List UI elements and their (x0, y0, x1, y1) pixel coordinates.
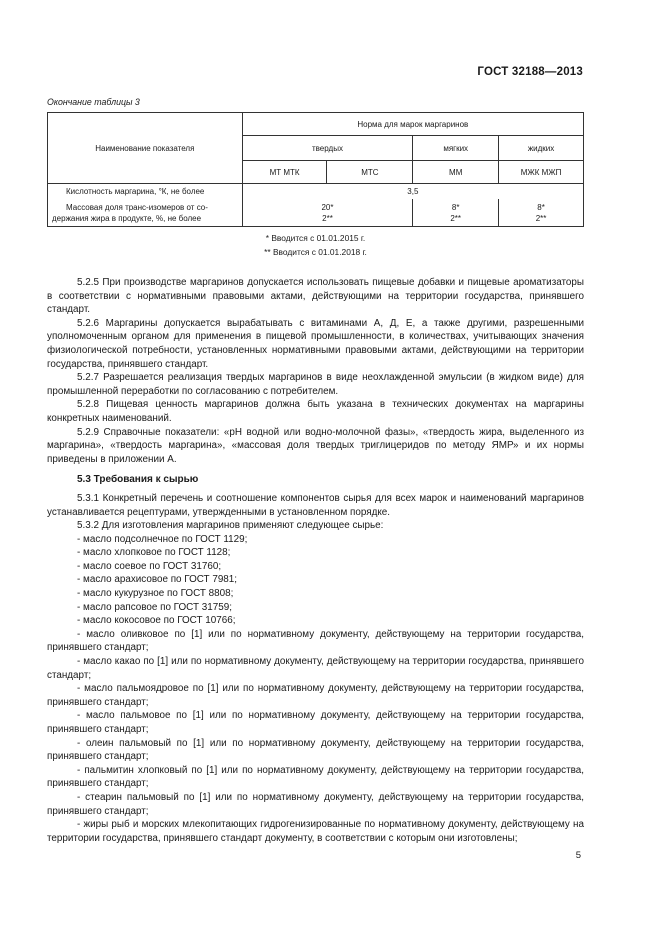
raw-item: - стеарин пальмовый по [1] или по нормативному документу, действующему на территории государства, принявшего стандарт; (47, 791, 584, 817)
row-trans-label-line2: держания жира в продукте, %, не более (52, 213, 202, 223)
paragraph-5-3-1: 5.3.1 Конкретный перечень и соотношение компонентов сырья для всех марок и наименований маргаринов устанавливается рецептурами, утвержденными в установленном порядке. (47, 492, 584, 518)
table-caption: Окончание таблицы 3 (47, 97, 140, 107)
footnote-2: ** Вводится с 01.01.2018 г. (264, 247, 367, 257)
raw-item: - масло подсолнечное по ГОСТ 1129; (77, 533, 248, 545)
row-acidity-value: 3,5 (242, 184, 583, 200)
raw-item: - масло пальмовое по [1] или по нормативному документу, действующему на территории государства, принявшего стандарт; (47, 710, 584, 735)
raw-item: - масло рапсовое по ГОСТ 31759; (77, 601, 232, 613)
raw-item: - масло арахисовое по ГОСТ 7981; (77, 574, 238, 586)
paragraph-5-2-9: 5.2.9 Справочные показатели: «pH водной или водно-молочной фазы», «твердость жира, выделенного из маргарина», «твердость маргарина», «массовая доля твердых триглицеридов по методу ЯМР» и их нормы приведены в приложении А. (47, 426, 584, 465)
row-trans-soft (413, 199, 499, 227)
paragraph-5-2-8: 5.2.8 Пищевая ценность маргаринов должна быть указана в технических документах на маргарины конкретных наименований. (47, 399, 584, 424)
group-liquid: жидких (499, 136, 584, 161)
footnote-1: * Вводится с 01.01.2015 г. (265, 233, 366, 243)
grade-mm: ММ (413, 161, 499, 184)
raw-item: - масло хлопковое по ГОСТ 1128; (77, 547, 231, 559)
raw-item: - олеин пальмовый по [1] или по нормативному документу, действующему на территории государства, принявшего стандарт; (47, 737, 584, 763)
raw-item: - масло пальмоядровое по [1] или по нормативному документу, действующему на территории государства, принявшего стандарт; (47, 683, 584, 708)
page-number: 5 (575, 850, 581, 861)
paragraph-5-3-2: 5.3.2 Для изготовления маргаринов применяют следующее сырье: (77, 520, 384, 532)
raw-item: - жиры рыб и морских млекопитающих гидрогенизированные по нормативному документу, действующему на территории государства, принявшего стандарт документу, в соответствии с которым они изготовлены; (47, 819, 584, 844)
value: 2** (322, 213, 333, 223)
header-indicator: Наименование показателя (48, 113, 243, 184)
paragraph-5-2-5: 5.2.5 При производстве маргаринов допускается использовать пищевые добавки и пищевые ароматизаторы в соответствии с нормативными правовыми актами, действующими на территории государства, принявшего стандарт. (47, 277, 584, 316)
header-norm: Норма для марок маргаринов (242, 113, 583, 136)
group-soft: мягких (413, 136, 499, 161)
body-text (47, 276, 584, 845)
standard-designation: ГОСТ 32188—2013 (477, 66, 583, 78)
row-trans-liquid (499, 199, 584, 227)
raw-item: - масло какао по [1] или по нормативному документу, действующему на территории государства, принявшего стандарт; (47, 656, 584, 681)
table-footnotes (48, 227, 584, 264)
grade-mts: МТС (327, 161, 413, 184)
row-trans-solid (242, 199, 413, 227)
grade-mzhk-mzhp: МЖК МЖП (499, 161, 584, 184)
paragraph-5-2-7: 5.2.7 Разрешается реализация твердых маргаринов в виде неохлажденной эмульсии (в жидком виде) для промышленной переработки по согласованию с потребителем. (47, 372, 584, 397)
row-acidity-label: Кислотность маргарина, °К, не более (48, 184, 243, 200)
paragraph-5-2-6: 5.2.6 Маргарины допускается вырабатывать с витаминами А, Д, Е, а также другими, разрешенными уполномоченным органом для применения в пищевой промышленности, в количествах, учитывающих значения физиологической потребности, установленных нормативными правовыми актами, действующими на территории государства, принявшего стандарт. (47, 317, 584, 370)
value: 2** (450, 213, 462, 223)
raw-item: - масло соевое по ГОСТ 31760; (77, 560, 222, 572)
row-trans-label (48, 199, 243, 227)
raw-item: - масло кукурузное по ГОСТ 8808; (77, 588, 234, 600)
value: 20* (321, 202, 334, 212)
section-heading-5-3: 5.3 Требования к сырью (77, 474, 199, 486)
grade-mt-mtk: МТ МТК (242, 161, 327, 184)
row-trans-label-line1: Массовая доля транс-изомеров от со- (66, 202, 208, 212)
norms-table (47, 112, 584, 263)
raw-item: - масло кокосовое по ГОСТ 10766; (77, 615, 236, 627)
value: 8* (451, 202, 460, 212)
raw-item: - масло оливковое по [1] или по нормативному документу, действующему на территории государства, принявшего стандарт; (47, 628, 584, 654)
group-solid: твердых (242, 136, 413, 161)
raw-item: - пальмитин хлопковый по [1] или по нормативному документу, действующему на территории государства, принявшего стандарт; (47, 764, 584, 790)
value: 8* (537, 202, 545, 212)
value: 2** (535, 213, 547, 223)
